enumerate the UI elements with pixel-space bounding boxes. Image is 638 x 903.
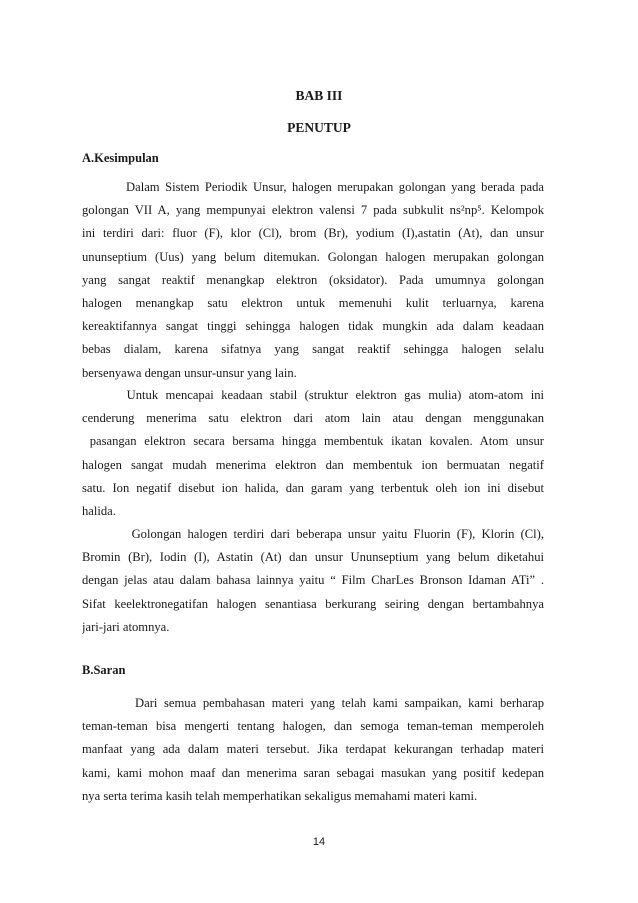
text-line: golongan VII A, yang mempunyai elektron valensi 7 pada subkulit ns²np⁵. Kelompok — [82, 203, 544, 218]
text-line: Dari semua pembahasan materi yang telah kami sampaikan, kami berharap — [82, 696, 544, 710]
section-a-heading: A.Kesimpulan — [82, 151, 159, 165]
text-line: manfaat yang ada dalam materi tersebut. Jika terdapat kekurangan terhadap materi — [82, 742, 544, 757]
text-line: bebas dialam, karena sifatnya yang sangat reaktif sehingga halogen selalu — [82, 342, 544, 357]
text-line: yang sangat reaktif menangkap elektron (oksidator). Pada umumnya golongan — [82, 272, 544, 287]
text-line: ini terdiri dari: fluor (F), klor (Cl), brom (Br), yodium (I),astatin (At), dan unsur — [82, 226, 544, 241]
text-line: halogen sangat mudah menerima elektron dan membentuk ion bermuatan negatif — [82, 457, 544, 472]
text-line: nya serta terima kasih telah memperhatikan sekaligus memahami materi kami. — [82, 788, 478, 803]
text-line: Sifat keelektronegatifan halogen senantiasa berkurang seiring dengan bertambahnya — [82, 596, 544, 611]
text-line: jari-jari atomnya. — [82, 619, 170, 634]
page-number: 14 — [312, 836, 326, 848]
section-b-heading: B.Saran — [82, 663, 126, 677]
text-line: Bromin (Br), Iodin (I), Astatin (At) dan unsur Ununseptium yang belum diketahui — [82, 550, 544, 565]
text-line: cenderung menerima satu elektron dari atom lain atau dengan menggunakan — [82, 411, 544, 426]
chapter-subtitle: PENUTUP — [287, 120, 351, 135]
section-a-paragraph-1 — [82, 176, 544, 385]
text-line: halida. — [82, 503, 116, 518]
text-line: Dalam Sistem Periodik Unsur, halogen merupakan golongan yang berada pada — [82, 180, 544, 194]
text-line: dengan jelas atau dalam bahasa lainnya yaitu “ Film CharLes Bronson Idaman ATi” . — [82, 573, 544, 588]
text-line: pasangan elektron secara bersama hingga membentuk ikatan kovalen. Atom unsur — [82, 434, 544, 449]
section-a-paragraph-3 — [82, 523, 544, 639]
text-line: satu. Ion negatif disebut ion halida, dan garam yang terbentuk oleh ion ini disebut — [82, 480, 544, 495]
section-a-paragraph-2 — [82, 384, 544, 523]
text-line: Golongan halogen terdiri dari beberapa unsur yaitu Fluorin (F), Klorin (Cl), — [82, 527, 544, 541]
text-line: halogen menangkap satu elektron untuk memenuhi kulit terluarnya, karena — [82, 295, 544, 310]
text-line: ununseptium (Uus) yang belum ditemukan. Golongan halogen merupakan golongan — [82, 249, 544, 264]
text-line: kereaktifannya sangat tinggi sehingga halogen tidak mungkin ada dalam keadaan — [82, 319, 544, 334]
text-line: bersenyawa dengan unsur-unsur yang lain. — [82, 365, 297, 380]
section-b-paragraph-1 — [82, 692, 544, 808]
text-line: kami, kami mohon maaf dan menerima saran sebagai masukan yang positif kedepan — [82, 765, 544, 780]
text-line: Untuk mencapai keadaan stabil (struktur elektron gas mulia) atom-atom ini — [82, 388, 544, 402]
chapter-title: BAB III — [295, 88, 343, 103]
text-line: teman-teman bisa mengerti tentang halogen, dan semoga teman-teman memperoleh — [82, 719, 544, 734]
